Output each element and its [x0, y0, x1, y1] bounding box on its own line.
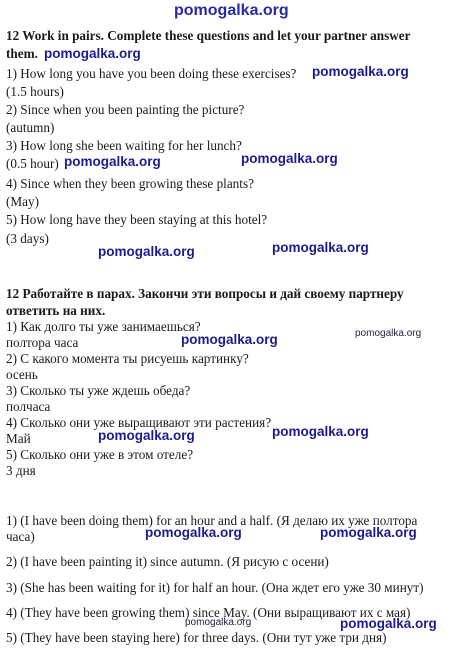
english-answer-hint-5: (3 days) — [6, 231, 49, 246]
russian-heading-line1: 12 Работайте в парах. Закончи эти вопросы и дай своему партнеру — [6, 286, 404, 301]
russian-heading-line2: ответить на них. — [6, 303, 106, 318]
answer-1-line2: часа) — [6, 529, 35, 544]
russian-question-2: 2) С какого момента ты рисуешь картинку? — [6, 351, 249, 366]
russian-answer-hint-2: осень — [6, 367, 38, 382]
watermark-top: pomogalka.org — [174, 2, 289, 19]
watermark-small: pomogalka.org — [185, 617, 252, 628]
watermark: pomogalka.org — [312, 64, 409, 79]
english-question-1: 1) How long you have you been doing these exercises? — [6, 66, 297, 81]
english-question-5: 5) How long have they been staying at this hotel? — [6, 212, 268, 227]
watermark: pomogalka.org — [145, 525, 242, 540]
english-answer-hint-4: (May) — [6, 194, 39, 209]
english-heading-line2: them. — [6, 46, 38, 61]
watermark: pomogalka.org — [272, 424, 369, 439]
russian-answer-hint-5: 3 дня — [6, 463, 36, 478]
answer-5: 5) (They have been staying here) for three days. (Они тут уже три дня) — [6, 630, 387, 645]
watermark: pomogalka.org — [64, 154, 161, 169]
english-answer-hint-3: (0.5 hour) — [6, 156, 59, 171]
russian-question-1: 1) Как долго ты уже занимаешься? — [6, 319, 201, 334]
answer-4: 4) (They have been growing them) since May. (Они выращивают их с мая) — [6, 605, 411, 620]
answer-2: 2) (I have been painting it) since autumn. (Я рисую с осени) — [6, 554, 329, 569]
russian-question-4: 4) Сколько они уже выращивают эти растения? — [6, 415, 272, 430]
watermark: pomogalka.org — [340, 616, 437, 631]
watermark: pomogalka.org — [98, 428, 195, 443]
russian-answer-hint-3: полчаса — [6, 399, 51, 414]
russian-question-3: 3) Сколько ты уже ждешь обеда? — [6, 383, 191, 398]
english-answer-hint-1: (1.5 hours) — [6, 84, 64, 99]
watermark: pomogalka.org — [320, 525, 417, 540]
watermark-small: pomogalka.org — [355, 328, 422, 339]
english-question-4: 4) Since when they been growing these plants? — [6, 176, 254, 191]
english-question-2: 2) Since when you been painting the picture? — [6, 102, 245, 117]
watermark: pomogalka.org — [98, 244, 195, 259]
russian-question-5: 5) Сколько они уже в этом отеле? — [6, 447, 194, 462]
english-heading-line1: 12 Work in pairs. Complete these questions and let your partner answer — [6, 28, 411, 43]
russian-answer-hint-4: Май — [6, 431, 31, 446]
watermark: pomogalka.org — [241, 151, 338, 166]
answer-1-line1: 1) (I have been doing them) for an hour and a half. (Я делаю их уже полтора — [6, 513, 418, 528]
answer-3: 3) (She has been waiting for it) for half an hour. (Она ждет его уже 30 минут) — [6, 580, 424, 595]
english-question-3: 3) How long she been waiting for her lunch? — [6, 138, 242, 153]
english-answer-hint-2: (autumn) — [6, 120, 55, 135]
watermark: pomogalka.org — [44, 46, 141, 61]
watermark: pomogalka.org — [272, 240, 369, 255]
watermark: pomogalka.org — [181, 332, 278, 347]
russian-answer-hint-1: полтора часа — [6, 335, 79, 350]
